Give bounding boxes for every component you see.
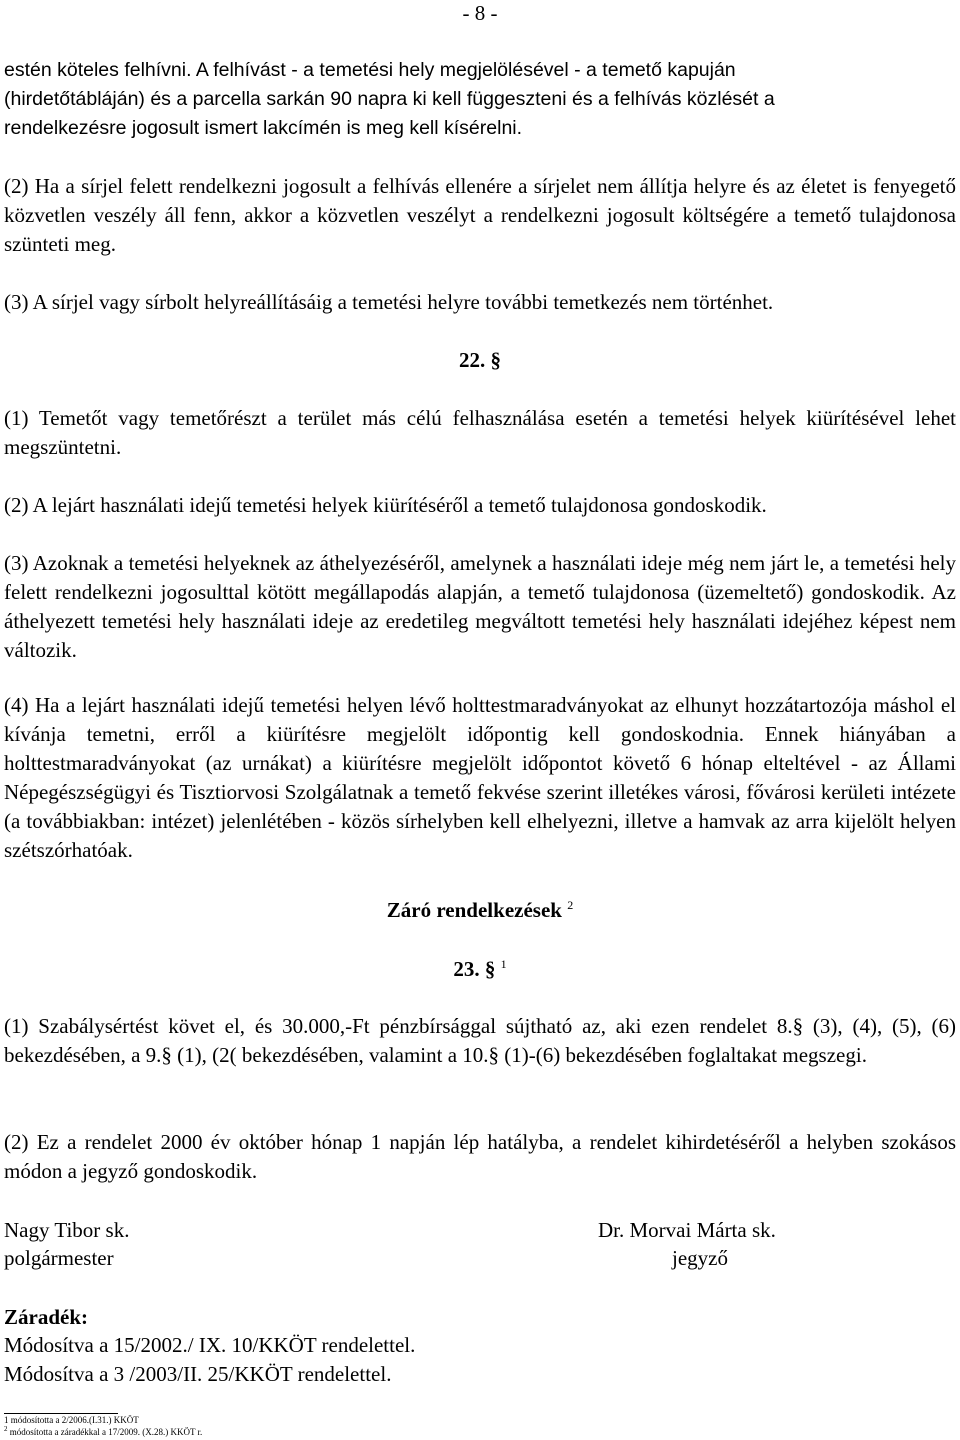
section-21-paragraph-3: (3) A sírjel vagy sírbolt helyreállításáig a temetési helyre további temetkezés nem történhet. [4, 290, 774, 314]
footnote-2 [4, 1427, 202, 1438]
footnote-2-text: módosította a záradékkal a 17/2009. (X.28.) KKÖT r. [7, 1427, 203, 1437]
section-23-number: 23. [453, 957, 480, 981]
section-22-paragraph-1: (1) Temetőt vagy temetőrészt a terület más célú felhasználása esetén a temetési helyek kiürítésével lehet megszüntetni. [4, 406, 956, 459]
notary-signature-title: jegyző [672, 1246, 728, 1270]
page-number: - 8 - [462, 1, 498, 25]
section-21-paragraph-2: (2) Ha a sírjel felett rendelkezni jogosult a felhívás ellenére a sírjelet nem állítja helyre és az életet is fenyegető közvetlen veszély áll fenn, akkor a közvetlen veszélyt a rendelkezni jogosult költségére a temető tulajdonosa szünteti meg. [4, 174, 956, 256]
section-22-number: 22. [459, 348, 486, 372]
section-23-heading [0, 955, 960, 984]
footnote-2-number: 2 [4, 1425, 8, 1433]
footnote-1-text: módosította a 2/2006.(I.31.) KKÖT [8, 1415, 139, 1425]
notary-signature-name: Dr. Morvai Márta sk. [598, 1218, 776, 1242]
section-22-heading [0, 346, 960, 375]
clause-title: Záradék: [4, 1305, 88, 1329]
section-sign: § [484, 957, 496, 981]
footnote-ref-1: 1 [500, 957, 507, 971]
intro-line-1: estén köteles felhívni. A felhívást - a temetési hely megjelölésével - a temető kapuján [4, 59, 736, 81]
mayor-signature-name: Nagy Tibor sk. [4, 1218, 130, 1242]
section-sign: § [490, 348, 501, 372]
section-22-paragraph-4: (4) Ha a lejárt használati idejű temetési helyen lévő holttestmaradványokat az elhunyt hozzátartozója máshol el kívánja temetni, erről a kiürítésre megjelölt időpontig kell gondoskodnia. Ennek hiányában a holttestmaradványokat (az urnákat) a kiürítésre megjelölt időpontot követő 6 hónap elteltével - az Állami Népegészségügyi és Tisztiorvosi Szolgálatnak a temető fekvése szerint illetékes városi, fővárosi kerületi intézete (a továbbiakban: intézet) jelenlétében - közös sírhelyben kell elhelyezni, illetve a hamvak az arra kijelölt helyen szétszórhatóak. [4, 693, 956, 862]
section-23-paragraph-1: (1) Szabálysértést követ el, és 30.000,-Ft pénzbírsággal sújtható az, aki ezen rendelet 8.§ (3), (4), (5), (6) bekezdésében, a 9.§ (1), (2( bekezdésében, valamint a 10.§ (1)-(6) bekezdésében foglaltakat megszegi. [4, 1014, 956, 1067]
mayor-signature-title: polgármester [4, 1246, 114, 1270]
footnote-1-number: 1 [4, 1415, 9, 1425]
section-22-paragraph-2: (2) A lejárt használati idejű temetési helyek kiürítéséről a temető tulajdonosa gondoskodik. [4, 493, 767, 517]
footnote-divider [4, 1413, 118, 1414]
footnote-ref-2: 2 [567, 898, 574, 912]
intro-line-3: rendelkezésre jogosult ismert lakcímén is meg kell kísérelni. [4, 117, 523, 139]
section-23-paragraph-2: (2) Ez a rendelet 2000 év október hónap 1 napján lép hatályba, a rendelet kihirdetéséről a helyben szokásos módon a jegyző gondoskodik. [4, 1130, 956, 1183]
closing-provisions-heading [0, 896, 960, 925]
footnote-1 [4, 1415, 139, 1426]
intro-line-2: (hirdetőtábláján) és a parcella sarkán 90 napra ki kell függeszteni és a felhívás közlését a [4, 88, 775, 110]
amendment-line-2: Módosítva a 3 /2003/II. 25/KKÖT rendelettel. [4, 1362, 392, 1386]
section-22-paragraph-3: (3) Azoknak a temetési helyeknek az áthelyezéséről, amelynek a használati ideje még nem járt le, a temetési hely felett rendelkezni jogosulttal kötött megállapodás alapján, a temető tulajdonosa (üzemeltető) gondoskodik. Az áthelyezett temetési hely használati ideje az eredetileg megváltott temetési hely használati idejéhez képest nem változik. [4, 551, 956, 662]
amendment-line-1: Módosítva a 15/2002./ IX. 10/KKÖT rendelettel. [4, 1333, 416, 1357]
closing-provisions-title: Záró rendelkezések [386, 898, 562, 922]
